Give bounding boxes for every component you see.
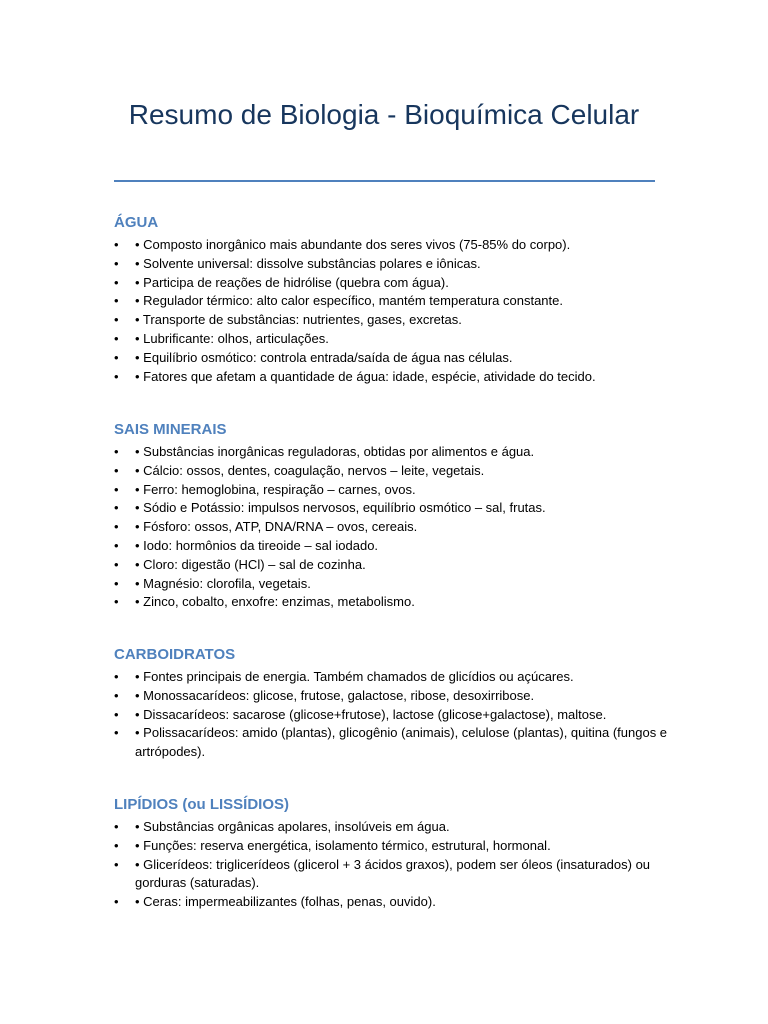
list-item-text: • Cloro: digestão (HCl) – sal de cozinha. bbox=[135, 556, 366, 572]
list-item bbox=[114, 311, 674, 330]
list-item bbox=[114, 368, 674, 387]
list-item-text: • Polissacarídeos: amido (plantas), glicogênio (animais), celulose (plantas), quitina (fungos e artrópodes). bbox=[135, 725, 668, 760]
list-item-text: • Dissacarídeos: sacarose (glicose+frutose), lactose (glicose+galactose), maltose. bbox=[135, 706, 607, 722]
bullet-icon: • bbox=[114, 519, 119, 535]
list-item bbox=[114, 668, 674, 687]
list-item-text: • Fatores que afetam a quantidade de água: idade, espécie, atividade do tecido. bbox=[135, 368, 596, 384]
section-heading: CARBOIDRATOS bbox=[114, 646, 236, 663]
list-item bbox=[114, 856, 674, 894]
bullet-icon: • bbox=[114, 462, 119, 478]
section-agua bbox=[114, 213, 674, 386]
section-sais-minerais bbox=[114, 420, 674, 612]
list-item bbox=[114, 499, 674, 518]
list-item bbox=[114, 255, 674, 274]
list-item bbox=[114, 687, 674, 706]
list-item bbox=[114, 593, 674, 612]
list-item-text: • Monossacarídeos: glicose, frutose, galactose, ribose, desoxirribose. bbox=[135, 687, 535, 703]
section-lipidios bbox=[114, 795, 674, 912]
bullet-icon: • bbox=[114, 837, 119, 853]
list-item bbox=[114, 537, 674, 556]
bullet-icon: • bbox=[114, 255, 119, 271]
list-item bbox=[114, 575, 674, 594]
bullet-icon: • bbox=[114, 687, 119, 703]
section-heading: ÁGUA bbox=[114, 214, 159, 231]
list-item-text: • Glicerídeos: triglicerídeos (glicerol + 3 ácidos graxos), podem ser óleos (insaturados) ou gorduras (saturadas). bbox=[135, 856, 651, 891]
bullet-icon: • bbox=[114, 537, 119, 553]
bullet-list bbox=[114, 443, 674, 612]
list-item-text: • Ceras: impermeabilizantes (folhas, penas, ouvido). bbox=[135, 894, 436, 910]
list-item-text: • Fontes principais de energia. Também chamados de glicídios ou açúcares. bbox=[135, 669, 574, 684]
list-item-text: • Substâncias inorgânicas reguladoras, obtidas por alimentos e água. bbox=[135, 444, 535, 459]
bullet-list bbox=[114, 668, 674, 762]
bullet-icon: • bbox=[114, 856, 119, 872]
list-item bbox=[114, 818, 674, 837]
bullet-icon: • bbox=[114, 706, 119, 722]
section-carboidratos bbox=[114, 645, 674, 762]
list-item bbox=[114, 236, 674, 255]
list-item-text: • Iodo: hormônios da tireoide – sal iodado. bbox=[135, 537, 379, 553]
list-item bbox=[114, 893, 674, 912]
list-item-text: • Funções: reserva energética, isolamento térmico, estrutural, hormonal. bbox=[135, 837, 551, 853]
bullet-icon: • bbox=[114, 575, 119, 591]
bullet-icon: • bbox=[114, 349, 119, 365]
list-item-text: • Substâncias orgânicas apolares, insolúveis em água. bbox=[135, 819, 450, 834]
page-title: Resumo de Biologia - Bioquímica Celular bbox=[128, 99, 640, 130]
bullet-icon: • bbox=[114, 330, 119, 346]
list-item bbox=[114, 330, 674, 349]
list-item bbox=[114, 556, 674, 575]
list-item bbox=[114, 706, 674, 725]
bullet-icon: • bbox=[114, 274, 119, 290]
bullet-icon: • bbox=[114, 368, 119, 384]
bullet-icon: • bbox=[114, 444, 119, 459]
bullet-list bbox=[114, 236, 674, 386]
list-item-text: • Zinco, cobalto, enxofre: enzimas, metabolismo. bbox=[135, 594, 415, 610]
list-item-text: • Transporte de substâncias: nutrientes, gases, excretas. bbox=[135, 312, 462, 328]
list-item bbox=[114, 724, 674, 762]
section-heading: SAIS MINERAIS bbox=[114, 421, 227, 438]
list-item bbox=[114, 837, 674, 856]
list-item bbox=[114, 481, 674, 500]
list-item-text: • Equilíbrio osmótico: controla entrada/saída de água nas células. bbox=[135, 349, 513, 365]
bullet-icon: • bbox=[114, 500, 119, 516]
bullet-icon: • bbox=[114, 669, 119, 684]
bullet-icon: • bbox=[114, 894, 119, 910]
bullet-icon: • bbox=[114, 293, 119, 309]
bullet-icon: • bbox=[114, 481, 119, 497]
title-divider bbox=[114, 180, 655, 182]
bullet-icon: • bbox=[114, 556, 119, 572]
list-item bbox=[114, 518, 674, 537]
list-item-text: • Regulador térmico: alto calor específico, mantém temperatura constante. bbox=[135, 293, 563, 309]
list-item-text: • Solvente universal: dissolve substâncias polares e iônicas. bbox=[135, 255, 481, 271]
bullet-icon: • bbox=[114, 312, 119, 328]
list-item bbox=[114, 292, 674, 311]
list-item-text: • Sódio e Potássio: impulsos nervosos, equilíbrio osmótico – sal, frutas. bbox=[135, 500, 546, 516]
bullet-icon: • bbox=[114, 725, 119, 741]
list-item-text: • Composto inorgânico mais abundante dos seres vivos (75-85% do corpo). bbox=[135, 237, 571, 252]
list-item bbox=[114, 462, 674, 481]
bullet-icon: • bbox=[114, 237, 119, 252]
list-item-text: • Participa de reações de hidrólise (quebra com água). bbox=[135, 274, 449, 290]
list-item bbox=[114, 349, 674, 368]
list-item-text: • Cálcio: ossos, dentes, coagulação, nervos – leite, vegetais. bbox=[135, 462, 485, 478]
section-heading: LIPÍDIOS (ou LISSÍDIOS) bbox=[114, 796, 290, 813]
list-item-text: • Fósforo: ossos, ATP, DNA/RNA – ovos, cereais. bbox=[135, 519, 418, 535]
bullet-list bbox=[114, 818, 674, 912]
list-item-text: • Magnésio: clorofila, vegetais. bbox=[135, 575, 311, 591]
bullet-icon: • bbox=[114, 819, 119, 834]
bullet-icon: • bbox=[114, 594, 119, 610]
list-item bbox=[114, 443, 674, 462]
list-item-text: • Lubrificante: olhos, articulações. bbox=[135, 330, 329, 346]
list-item-text: • Ferro: hemoglobina, respiração – carnes, ovos. bbox=[135, 481, 416, 497]
list-item bbox=[114, 274, 674, 293]
